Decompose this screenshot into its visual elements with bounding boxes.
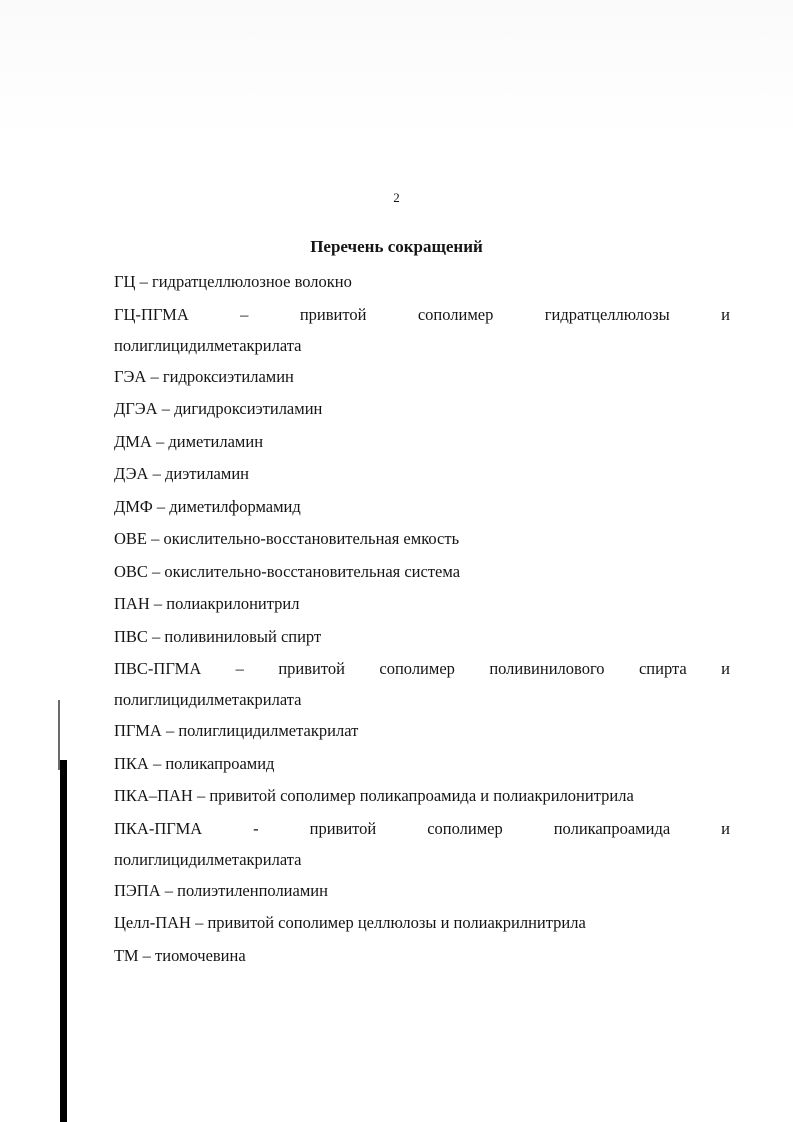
abbreviation-entry: ПВС – поливиниловый спирт [114,626,322,646]
abbreviation-entry-line: ПВС-ПГМА – привитой сополимер поливинилового спирта и [114,659,730,678]
abbreviation-entry-line: ГЦ-ПГМА – привитой сополимер гидратцеллюлозы и [114,304,730,324]
abbreviation-entry-continuation: полиглицидилметакрилата [114,690,302,709]
abbreviation-entry: ПКА – поликапроамид [114,753,275,773]
abbreviation-entry-continuation: полиглицидилметакрилата [114,335,302,355]
abbreviation-entry: ДЭА – диэтиламин [114,464,249,483]
abbreviation-entry [114,653,730,715]
abbreviation-entry-continuation: полиглицидилметакрилата [114,849,302,869]
abbreviation-entry: ДГЭА – дигидроксиэтиламин [114,399,323,418]
abbreviation-entry: ПГМА – полиглицидилметакрилат [114,721,359,740]
page-number: 2 [393,190,400,205]
abbreviation-entry: Целл-ПАН – привитой сополимер целлюлозы и полиакрилнитрила [114,913,586,932]
scan-binding-edge [60,760,67,1122]
abbreviation-entry [114,813,730,875]
abbreviation-entry: ОВС – окислительно-восстановительная система [114,561,461,581]
abbreviation-entry: ПКА–ПАН – привитой сополимер поликапроамида и полиакрилонитрила [114,786,634,805]
abbreviation-list [114,266,730,972]
abbreviation-entry: ГЦ – гидратцеллюлозное волокно [114,272,352,291]
scan-shading [0,0,793,140]
abbreviation-entry: ДМА – диметиламин [114,431,264,451]
abbreviation-entry-line: ПКА-ПГМА - привитой сополимер поликапроамида и [114,818,730,838]
abbreviation-entry: ТМ – тиомочевина [114,945,246,965]
abbreviation-entry: ОВЕ – окислительно-восстановительная емкость [114,529,460,548]
abbreviation-entry: ГЭА – гидроксиэтиламин [114,366,294,386]
page-title: Перечень сокращений [310,237,483,256]
abbreviation-entry: ПЭПА – полиэтиленполиамин [114,880,328,900]
abbreviation-entry [114,299,730,361]
abbreviation-entry: ДМФ – диметилформамид [114,496,301,516]
abbreviation-entry: ПАН – полиакрилонитрил [114,594,300,613]
